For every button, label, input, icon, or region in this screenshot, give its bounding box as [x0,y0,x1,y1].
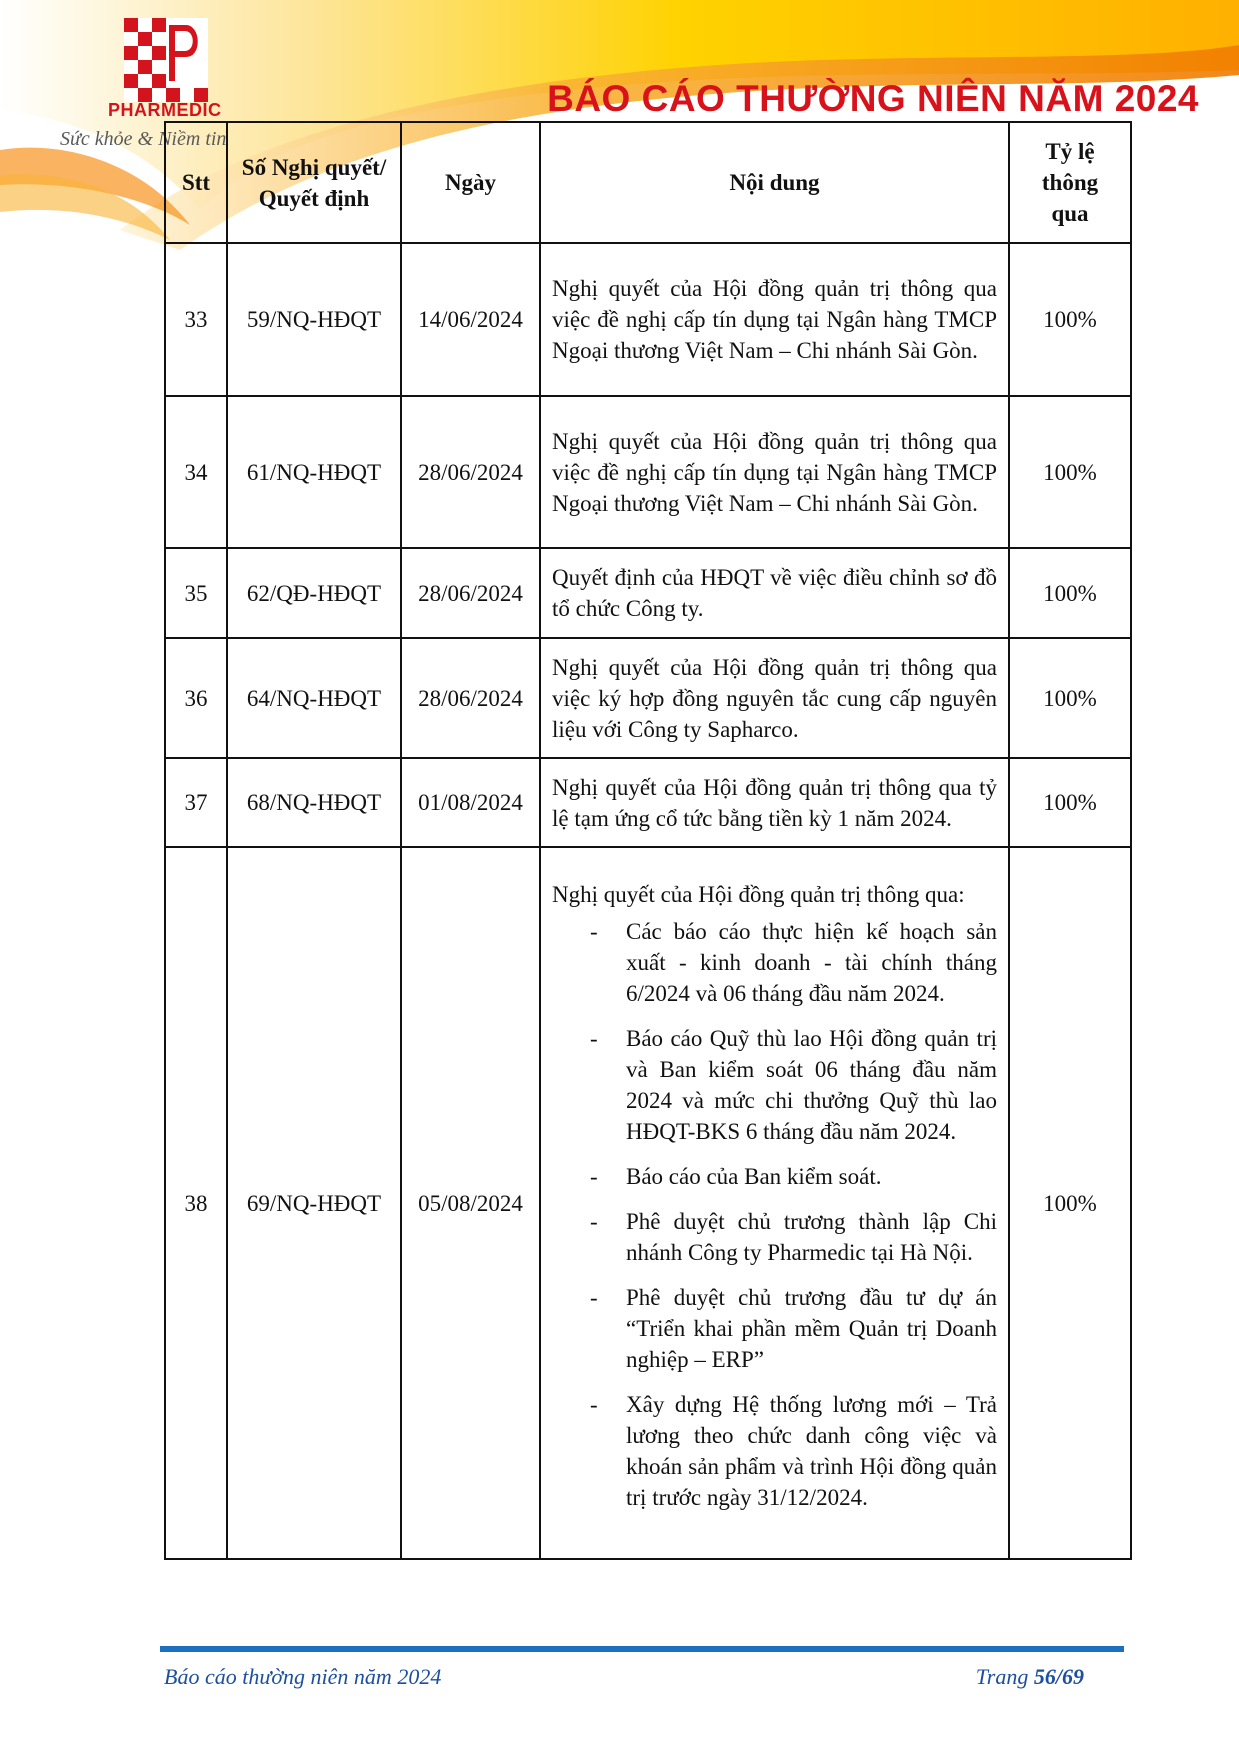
row-number: 59/NQ-HĐQT [227,243,401,396]
row-content [540,847,1009,1559]
list-item [552,1023,997,1147]
row-content: Quyết định của HĐQT về việc điều chỉnh sơ đồ tổ chức Công ty. [540,548,1009,638]
pharmedic-logo [124,18,208,102]
row-content: Nghị quyết của Hội đồng quản trị thông qua việc đề nghị cấp tín dụng tại Ngân hàng TMCP Ngoại thương Việt Nam – Chi nhánh Sài Gòn. [540,243,1009,396]
row-number: 64/NQ-HĐQT [227,638,401,758]
page-value: 56/69 [1033,1664,1084,1689]
row-date: 14/06/2024 [401,243,540,396]
list-item-text: Phê duyệt chủ trương đầu tư dự án “Triển khai phần mềm Quản trị Doanh nghiệp – ERP” [626,1285,997,1372]
dash-bullet: - [590,1164,598,1189]
list-item-text: Phê duyệt chủ trương thành lập Chi nhánh Công ty Pharmedic tại Hà Nội. [626,1209,997,1265]
list-item [552,1389,997,1513]
col-header-stt: Stt [165,122,227,243]
footer-divider [160,1646,1124,1652]
table-row [165,396,1131,548]
row-rate: 100% [1009,638,1131,758]
footer-report-name: Báo cáo thường niên năm 2024 [164,1664,442,1689]
row-rate: 100% [1009,758,1131,847]
row-stt: 38 [165,847,227,1559]
table-row [165,548,1131,638]
row-stt: 35 [165,548,227,638]
list-item-text: Báo cáo Quỹ thù lao Hội đồng quản trị và Ban kiểm soát 06 tháng đầu năm 2024 và mức chi thưởng Quỹ thù lao HĐQT-BKS 6 tháng đầu năm 2024. [626,1026,997,1144]
row-content: Nghị quyết của Hội đồng quản trị thông qua việc đề nghị cấp tín dụng tại Ngân hàng TMCP Ngoại thương Việt Nam – Chi nhánh Sài Gòn. [540,396,1009,548]
resolutions-table [164,121,1132,1560]
row-content: Nghị quyết của Hội đồng quản trị thông qua tỷ lệ tạm ứng cổ tức bằng tiền kỳ 1 năm 2024. [540,758,1009,847]
row-date: 28/06/2024 [401,638,540,758]
row-stt: 33 [165,243,227,396]
report-title: BÁO CÁO THƯỜNG NIÊN NĂM 2024 [547,78,1199,119]
content-item-list [552,916,997,1513]
content-intro: Nghị quyết của Hội đồng quản trị thông qua: [552,882,965,907]
row-rate: 100% [1009,396,1131,548]
row-number: 61/NQ-HĐQT [227,396,401,548]
table-row [165,758,1131,847]
dash-bullet: - [590,919,598,944]
table-row [165,638,1131,758]
row-date: 28/06/2024 [401,548,540,638]
footer-page-number [976,1664,1084,1690]
list-item [552,1161,997,1192]
dash-bullet: - [590,1026,598,1051]
dash-bullet: - [590,1285,598,1310]
col-header-date: Ngày [401,122,540,243]
row-date: 05/08/2024 [401,847,540,1559]
table-row [165,243,1131,396]
row-rate: 100% [1009,847,1131,1559]
list-item-text: Báo cáo của Ban kiểm soát. [626,1164,882,1189]
col-header-content: Nội dung [540,122,1009,243]
dash-bullet: - [590,1209,598,1234]
table-row [165,847,1131,1559]
brand-slogan: Sức khỏe & Niềm tin [60,128,227,150]
list-item-text: Xây dựng Hệ thống lương mới – Trả lương theo chức danh công việc và khoán sản phẩm và trình Hội đồng quản trị trước ngày 31/12/2024. [626,1392,997,1510]
col-header-number: Số Nghị quyết/ Quyết định [227,122,401,243]
table-header-row [165,122,1131,243]
row-date: 01/08/2024 [401,758,540,847]
list-item [552,916,997,1009]
dash-bullet: - [590,1392,598,1417]
row-stt: 36 [165,638,227,758]
row-rate: 100% [1009,548,1131,638]
col-header-rate: Tỷ lệ thông qua [1009,122,1131,243]
row-rate: 100% [1009,243,1131,396]
list-item [552,1206,997,1268]
row-content: Nghị quyết của Hội đồng quản trị thông qua việc ký hợp đồng nguyên tắc cung cấp nguyên liệu với Công ty Sapharco. [540,638,1009,758]
row-stt: 34 [165,396,227,548]
row-number: 69/NQ-HĐQT [227,847,401,1559]
list-item-text: Các báo cáo thực hiện kế hoạch sản xuất - kinh doanh - tài chính tháng 6/2024 và 06 tháng đầu năm 2024. [626,919,997,1006]
list-item [552,1282,997,1375]
row-date: 28/06/2024 [401,396,540,548]
row-number: 68/NQ-HĐQT [227,758,401,847]
row-stt: 37 [165,758,227,847]
brand-name: PHARMEDIC [108,100,222,120]
row-number: 62/QĐ-HĐQT [227,548,401,638]
page-label: Trang [975,1664,1029,1689]
